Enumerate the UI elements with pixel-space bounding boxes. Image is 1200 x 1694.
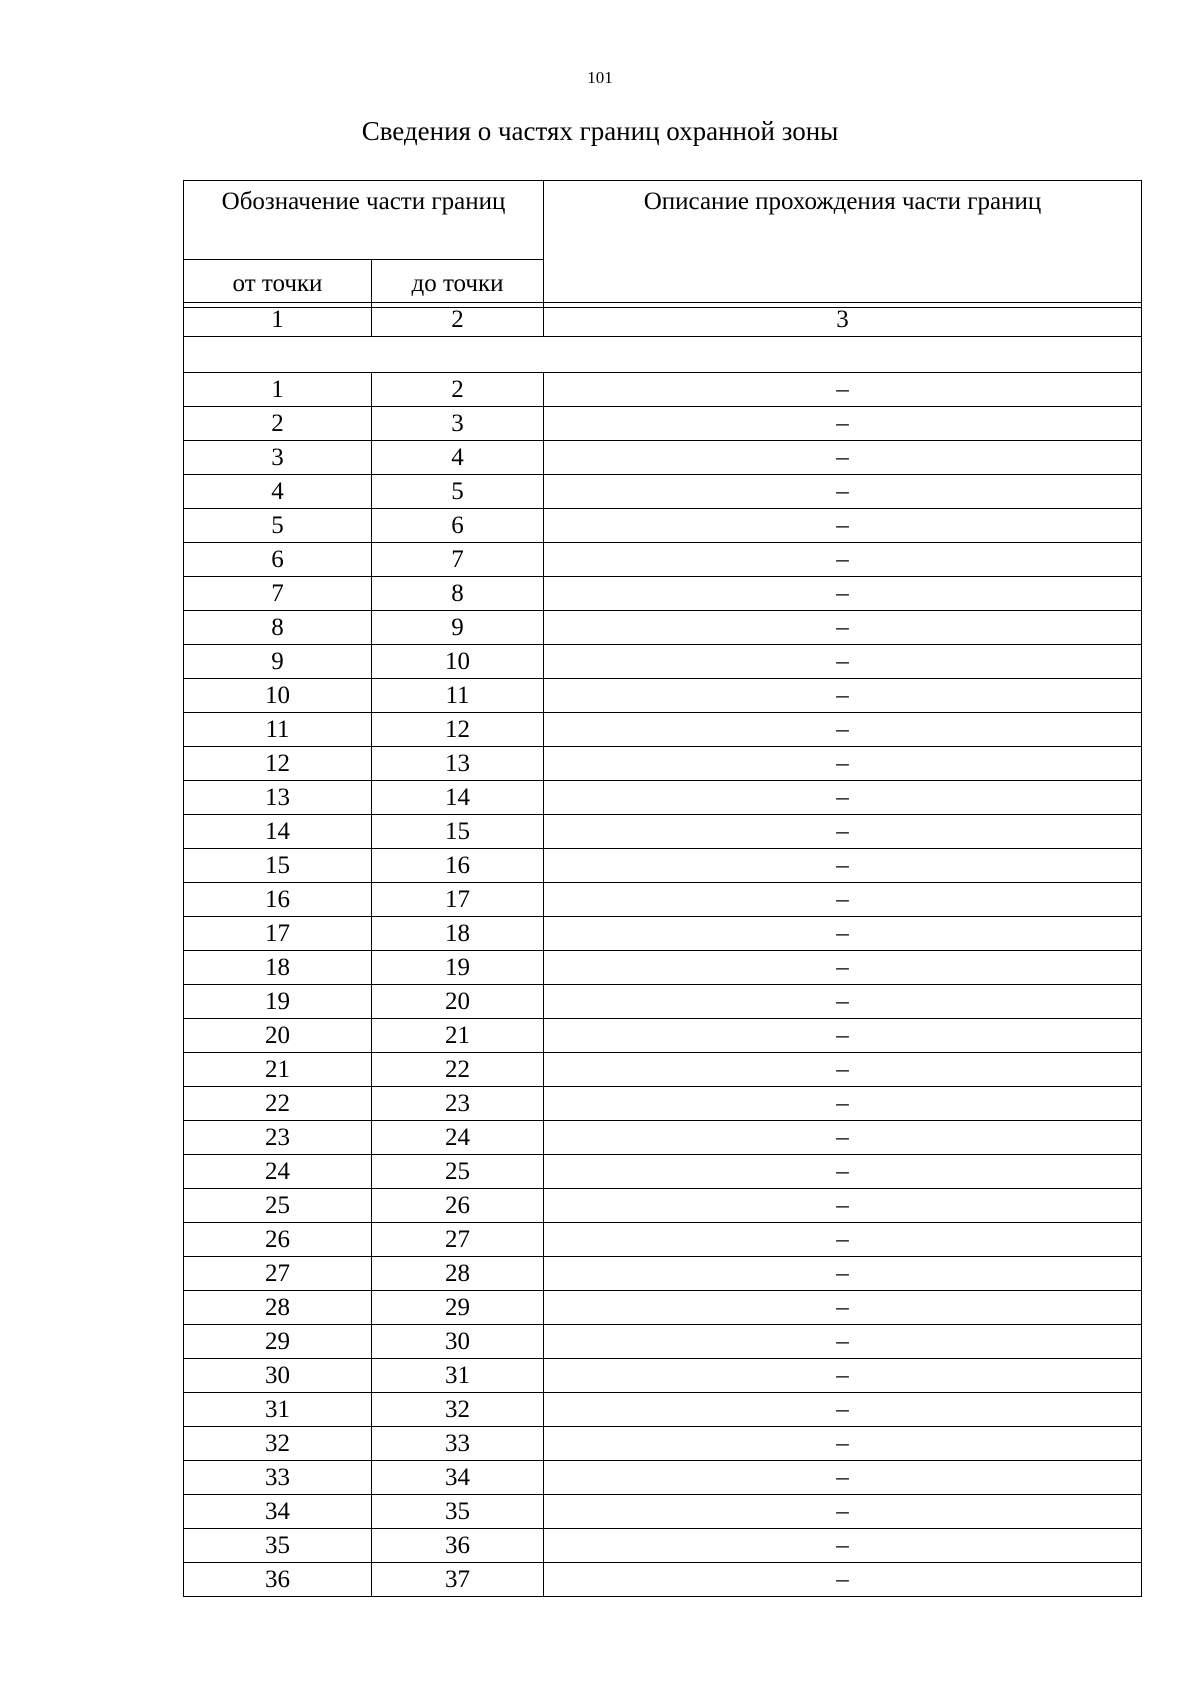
from-point-cell: 34 — [184, 1495, 372, 1529]
boundary-table-header — [183, 180, 1142, 308]
to-point-cell: 5 — [372, 475, 544, 509]
to-point-cell: 28 — [372, 1257, 544, 1291]
to-point-cell: 24 — [372, 1121, 544, 1155]
to-point-cell: 7 — [372, 543, 544, 577]
to-point-header: до точки — [372, 260, 544, 308]
description-cell: – — [544, 679, 1142, 713]
description-cell: – — [544, 611, 1142, 645]
description-cell: – — [544, 1121, 1142, 1155]
to-point-cell: 8 — [372, 577, 544, 611]
description-cell: – — [544, 883, 1142, 917]
from-point-cell: 10 — [184, 679, 372, 713]
column-number-cell: 1 — [184, 303, 372, 337]
table-row — [184, 985, 1142, 1019]
to-point-cell: 4 — [372, 441, 544, 475]
table-row — [184, 815, 1142, 849]
from-point-cell: 22 — [184, 1087, 372, 1121]
from-point-cell: 20 — [184, 1019, 372, 1053]
description-cell: – — [544, 509, 1142, 543]
table-row — [184, 1223, 1142, 1257]
to-point-cell: 23 — [372, 1087, 544, 1121]
to-point-cell: 16 — [372, 849, 544, 883]
table-row — [184, 645, 1142, 679]
to-point-cell: 21 — [372, 1019, 544, 1053]
table-row — [184, 1019, 1142, 1053]
description-cell: – — [544, 475, 1142, 509]
table-row — [184, 1121, 1142, 1155]
table-row — [184, 543, 1142, 577]
from-point-cell: 28 — [184, 1291, 372, 1325]
description-cell: – — [544, 1427, 1142, 1461]
from-point-cell: 19 — [184, 985, 372, 1019]
table-row — [184, 611, 1142, 645]
to-point-cell: 20 — [372, 985, 544, 1019]
from-point-cell: 4 — [184, 475, 372, 509]
description-cell: – — [544, 1461, 1142, 1495]
table-row — [184, 1189, 1142, 1223]
table-row — [184, 951, 1142, 985]
description-cell: – — [544, 747, 1142, 781]
description-cell: – — [544, 645, 1142, 679]
description-cell: – — [544, 1563, 1142, 1597]
from-point-cell: 29 — [184, 1325, 372, 1359]
to-point-cell: 36 — [372, 1529, 544, 1563]
to-point-cell: 34 — [372, 1461, 544, 1495]
description-cell: – — [544, 577, 1142, 611]
from-point-cell: 36 — [184, 1563, 372, 1597]
to-point-cell: 19 — [372, 951, 544, 985]
boundary-description-header: Описание прохождения части границ — [544, 181, 1142, 308]
table-row — [184, 441, 1142, 475]
description-cell: – — [544, 781, 1142, 815]
from-point-cell: 17 — [184, 917, 372, 951]
table-row — [184, 373, 1142, 407]
description-cell: – — [544, 1189, 1142, 1223]
to-point-cell: 3 — [372, 407, 544, 441]
boundary-table — [183, 302, 1142, 1597]
to-point-cell: 11 — [372, 679, 544, 713]
description-cell: – — [544, 1257, 1142, 1291]
table-row — [184, 407, 1142, 441]
to-point-cell: 17 — [372, 883, 544, 917]
from-point-cell: 14 — [184, 815, 372, 849]
from-point-cell: 26 — [184, 1223, 372, 1257]
boundary-designation-header: Обозначение части границ — [184, 181, 544, 260]
table-row — [184, 1563, 1142, 1597]
to-point-cell: 35 — [372, 1495, 544, 1529]
to-point-cell: 31 — [372, 1359, 544, 1393]
to-point-cell: 30 — [372, 1325, 544, 1359]
table-row — [184, 1529, 1142, 1563]
from-point-cell: 24 — [184, 1155, 372, 1189]
page-number: 101 — [587, 68, 613, 87]
description-cell: – — [544, 951, 1142, 985]
section-separator-cell — [184, 337, 1142, 373]
to-point-cell: 2 — [372, 373, 544, 407]
from-point-cell: 25 — [184, 1189, 372, 1223]
column-number-cell: 3 — [544, 303, 1142, 337]
to-point-cell: 25 — [372, 1155, 544, 1189]
to-point-cell: 22 — [372, 1053, 544, 1087]
description-cell: – — [544, 1393, 1142, 1427]
from-point-cell: 6 — [184, 543, 372, 577]
from-point-cell: 16 — [184, 883, 372, 917]
from-point-cell: 27 — [184, 1257, 372, 1291]
description-cell: – — [544, 543, 1142, 577]
from-point-cell: 13 — [184, 781, 372, 815]
from-point-cell: 5 — [184, 509, 372, 543]
from-point-cell: 7 — [184, 577, 372, 611]
description-cell: – — [544, 407, 1142, 441]
table-row — [184, 917, 1142, 951]
description-cell: – — [544, 1053, 1142, 1087]
to-point-cell: 29 — [372, 1291, 544, 1325]
to-point-cell: 13 — [372, 747, 544, 781]
description-cell: – — [544, 373, 1142, 407]
description-cell: – — [544, 441, 1142, 475]
from-point-cell: 8 — [184, 611, 372, 645]
table-row — [184, 1291, 1142, 1325]
from-point-cell: 21 — [184, 1053, 372, 1087]
to-point-cell: 27 — [372, 1223, 544, 1257]
to-point-cell: 6 — [372, 509, 544, 543]
to-point-cell: 18 — [372, 917, 544, 951]
from-point-cell: 3 — [184, 441, 372, 475]
from-point-cell: 23 — [184, 1121, 372, 1155]
description-cell: – — [544, 1019, 1142, 1053]
from-point-cell: 2 — [184, 407, 372, 441]
table-row — [184, 1257, 1142, 1291]
description-cell: – — [544, 713, 1142, 747]
boundary-table-body — [184, 303, 1142, 1597]
description-cell: – — [544, 1155, 1142, 1189]
to-point-cell: 33 — [372, 1427, 544, 1461]
to-point-cell: 12 — [372, 713, 544, 747]
table-row — [184, 1427, 1142, 1461]
table-row — [184, 1495, 1142, 1529]
description-cell: – — [544, 1529, 1142, 1563]
table-row — [184, 475, 1142, 509]
from-point-cell: 31 — [184, 1393, 372, 1427]
table-row — [184, 679, 1142, 713]
table-row — [184, 1461, 1142, 1495]
description-cell: – — [544, 815, 1142, 849]
table-row — [184, 747, 1142, 781]
from-point-cell: 12 — [184, 747, 372, 781]
column-number-cell: 2 — [372, 303, 544, 337]
from-point-cell: 30 — [184, 1359, 372, 1393]
from-point-cell: 1 — [184, 373, 372, 407]
to-point-cell: 9 — [372, 611, 544, 645]
page-title: Сведения о частях границ охранной зоны — [361, 116, 839, 146]
table-row — [184, 1325, 1142, 1359]
description-cell: – — [544, 1223, 1142, 1257]
from-point-cell: 33 — [184, 1461, 372, 1495]
to-point-cell: 26 — [372, 1189, 544, 1223]
column-number-row — [184, 303, 1142, 337]
to-point-cell: 32 — [372, 1393, 544, 1427]
table-row — [184, 1087, 1142, 1121]
description-cell: – — [544, 1087, 1142, 1121]
from-point-cell: 32 — [184, 1427, 372, 1461]
table-row — [184, 577, 1142, 611]
to-point-cell: 10 — [372, 645, 544, 679]
from-point-cell: 18 — [184, 951, 372, 985]
table-row — [184, 781, 1142, 815]
table-row — [184, 713, 1142, 747]
description-cell: – — [544, 985, 1142, 1019]
description-cell: – — [544, 1359, 1142, 1393]
description-cell: – — [544, 1325, 1142, 1359]
to-point-cell: 15 — [372, 815, 544, 849]
table-row — [184, 883, 1142, 917]
table-row — [184, 1359, 1142, 1393]
to-point-cell: 37 — [372, 1563, 544, 1597]
table-row — [184, 509, 1142, 543]
from-point-cell: 9 — [184, 645, 372, 679]
description-cell: – — [544, 849, 1142, 883]
to-point-cell: 14 — [372, 781, 544, 815]
from-point-cell: 15 — [184, 849, 372, 883]
description-cell: – — [544, 1495, 1142, 1529]
section-separator-row — [184, 337, 1142, 373]
from-point-header: от точки — [184, 260, 372, 308]
from-point-cell: 11 — [184, 713, 372, 747]
description-cell: – — [544, 917, 1142, 951]
table-row — [184, 1155, 1142, 1189]
table-row — [184, 1053, 1142, 1087]
table-row — [184, 849, 1142, 883]
description-cell: – — [544, 1291, 1142, 1325]
table-row — [184, 1393, 1142, 1427]
from-point-cell: 35 — [184, 1529, 372, 1563]
